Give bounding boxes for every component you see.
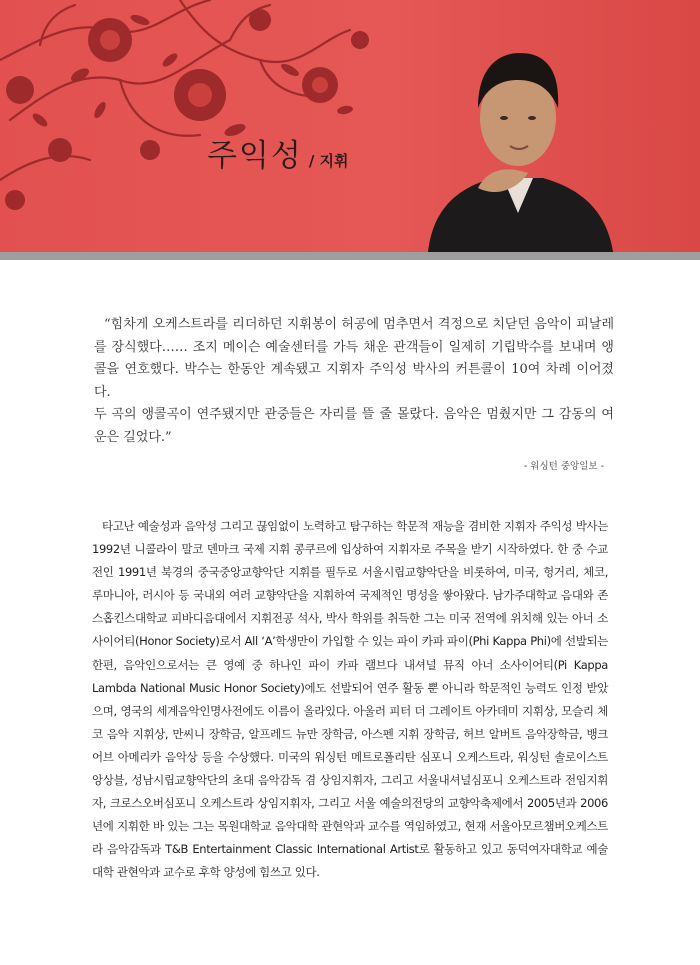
quote-paragraph-1: “힘차게 오케스트라를 리더하던 지휘봉이 허공에 멈추면서 격정으로 치닫던 음악이 피날레를 장식했다…… 조지 메이슨 예술센터를 가득 채운 관객들이 일제히 기립박수를 보내며 앵콜을 연호했다. 박수는 한동안 계속됐고 지휘자 주익성 박사의 커튼콜이 10여 차례 이어졌다. (94, 317, 614, 400)
conductor-role: / 지휘 (308, 152, 349, 170)
floral-ornament (0, 0, 400, 252)
page-title (207, 130, 349, 175)
quote-source: - 워싱턴 중앙일보 - (523, 461, 604, 472)
quote-paragraph-2: 두 곡의 앵콜곡이 연주됐지만 관중들은 자리를 뜰 줄 몰랐다. 음악은 멈췄지만 그 감동의 여운은 길었다.” (94, 407, 614, 445)
biography-text: 타고난 예술성과 음악성 그리고 끊임없이 노력하고 탐구하는 학문적 재능을 겸비한 지휘자 주익성 박사는 1992년 니콜라이 말코 덴마크 국제 지휘 콩쿠르에 입상하여 지휘자로 주목을 받기 시작하였다. 한 중 수교 전인 1991년 북경의 중국중앙교향악단 지휘를 필두로 서울시립교향악단을 비롯하여, 미국, 헝거리, 체코, 루마니아, 러시아 등 국내외 여러 교향악단을 지휘하여 국제적인 명성을 쌓아왔다. 남가주대학교 음대와 존스홉킨스대학교 피바디음대에서 지휘전공 석사, 박사 학위를 취득한 그는 미국 전역에 위치해 있는 아너 소사이어티(Honor Society)로서 All ‘A’학생만이 가입할 수 있는 파이 카파 파이(Phi Kappa Phi)에 선발되는 한편, 음악인으로서는 큰 영예 중 하나인 파이 카파 램브다 내셔널 뮤직 아너 소사이어티(Pi Kappa Lambda National Music Honor Society)에도 선발되어 연주 활동 뿐 아니라 학문적인 능력도 인정 받았으며, 영국의 세계음악인명사전에도 이름이 올라있다. 아울러 피터 더 그레이트 아카데미 지휘상, 모슬리 체코 음악 지휘상, 만씨니 장학금, 알프레드 뉴만 장학금, 아스펜 지휘 장학금, 허브 알버트 음악장학금, 뱅크 어브 아메리카 음악상 등을 수상했다. 미국의 워싱턴 메트로폴리탄 심포니 오케스트라, 워싱턴 솔로이스트 앙상블, 성남시립교향악단의 초대 음악감독 겸 상임지휘자, 그리고 서울내셔널심포니 오케스트라 전임지휘자, 크로스오버심포니 오케스트라 상임지휘자, 그리고 서울 예술의전당의 교향악축제에서 2005년과 2006년에 지휘한 바 있는 그는 목원대학교 음악대학 관현악과 교수를 역임하였고, 현재 서울아모르챔버오케스트라 음악감독과 T&B Entertainment Classic International Artist로 활동하고 있고 동덕여자대학교 예술대학 관현악과 교수로 후학 양성에 힘쓰고 있다. (92, 519, 608, 880)
biography (92, 515, 608, 885)
conductor-name: 주익성 (207, 138, 303, 174)
quote-block (94, 314, 614, 449)
header-banner (0, 0, 700, 252)
header-divider (0, 252, 700, 260)
conductor-portrait (418, 38, 618, 252)
